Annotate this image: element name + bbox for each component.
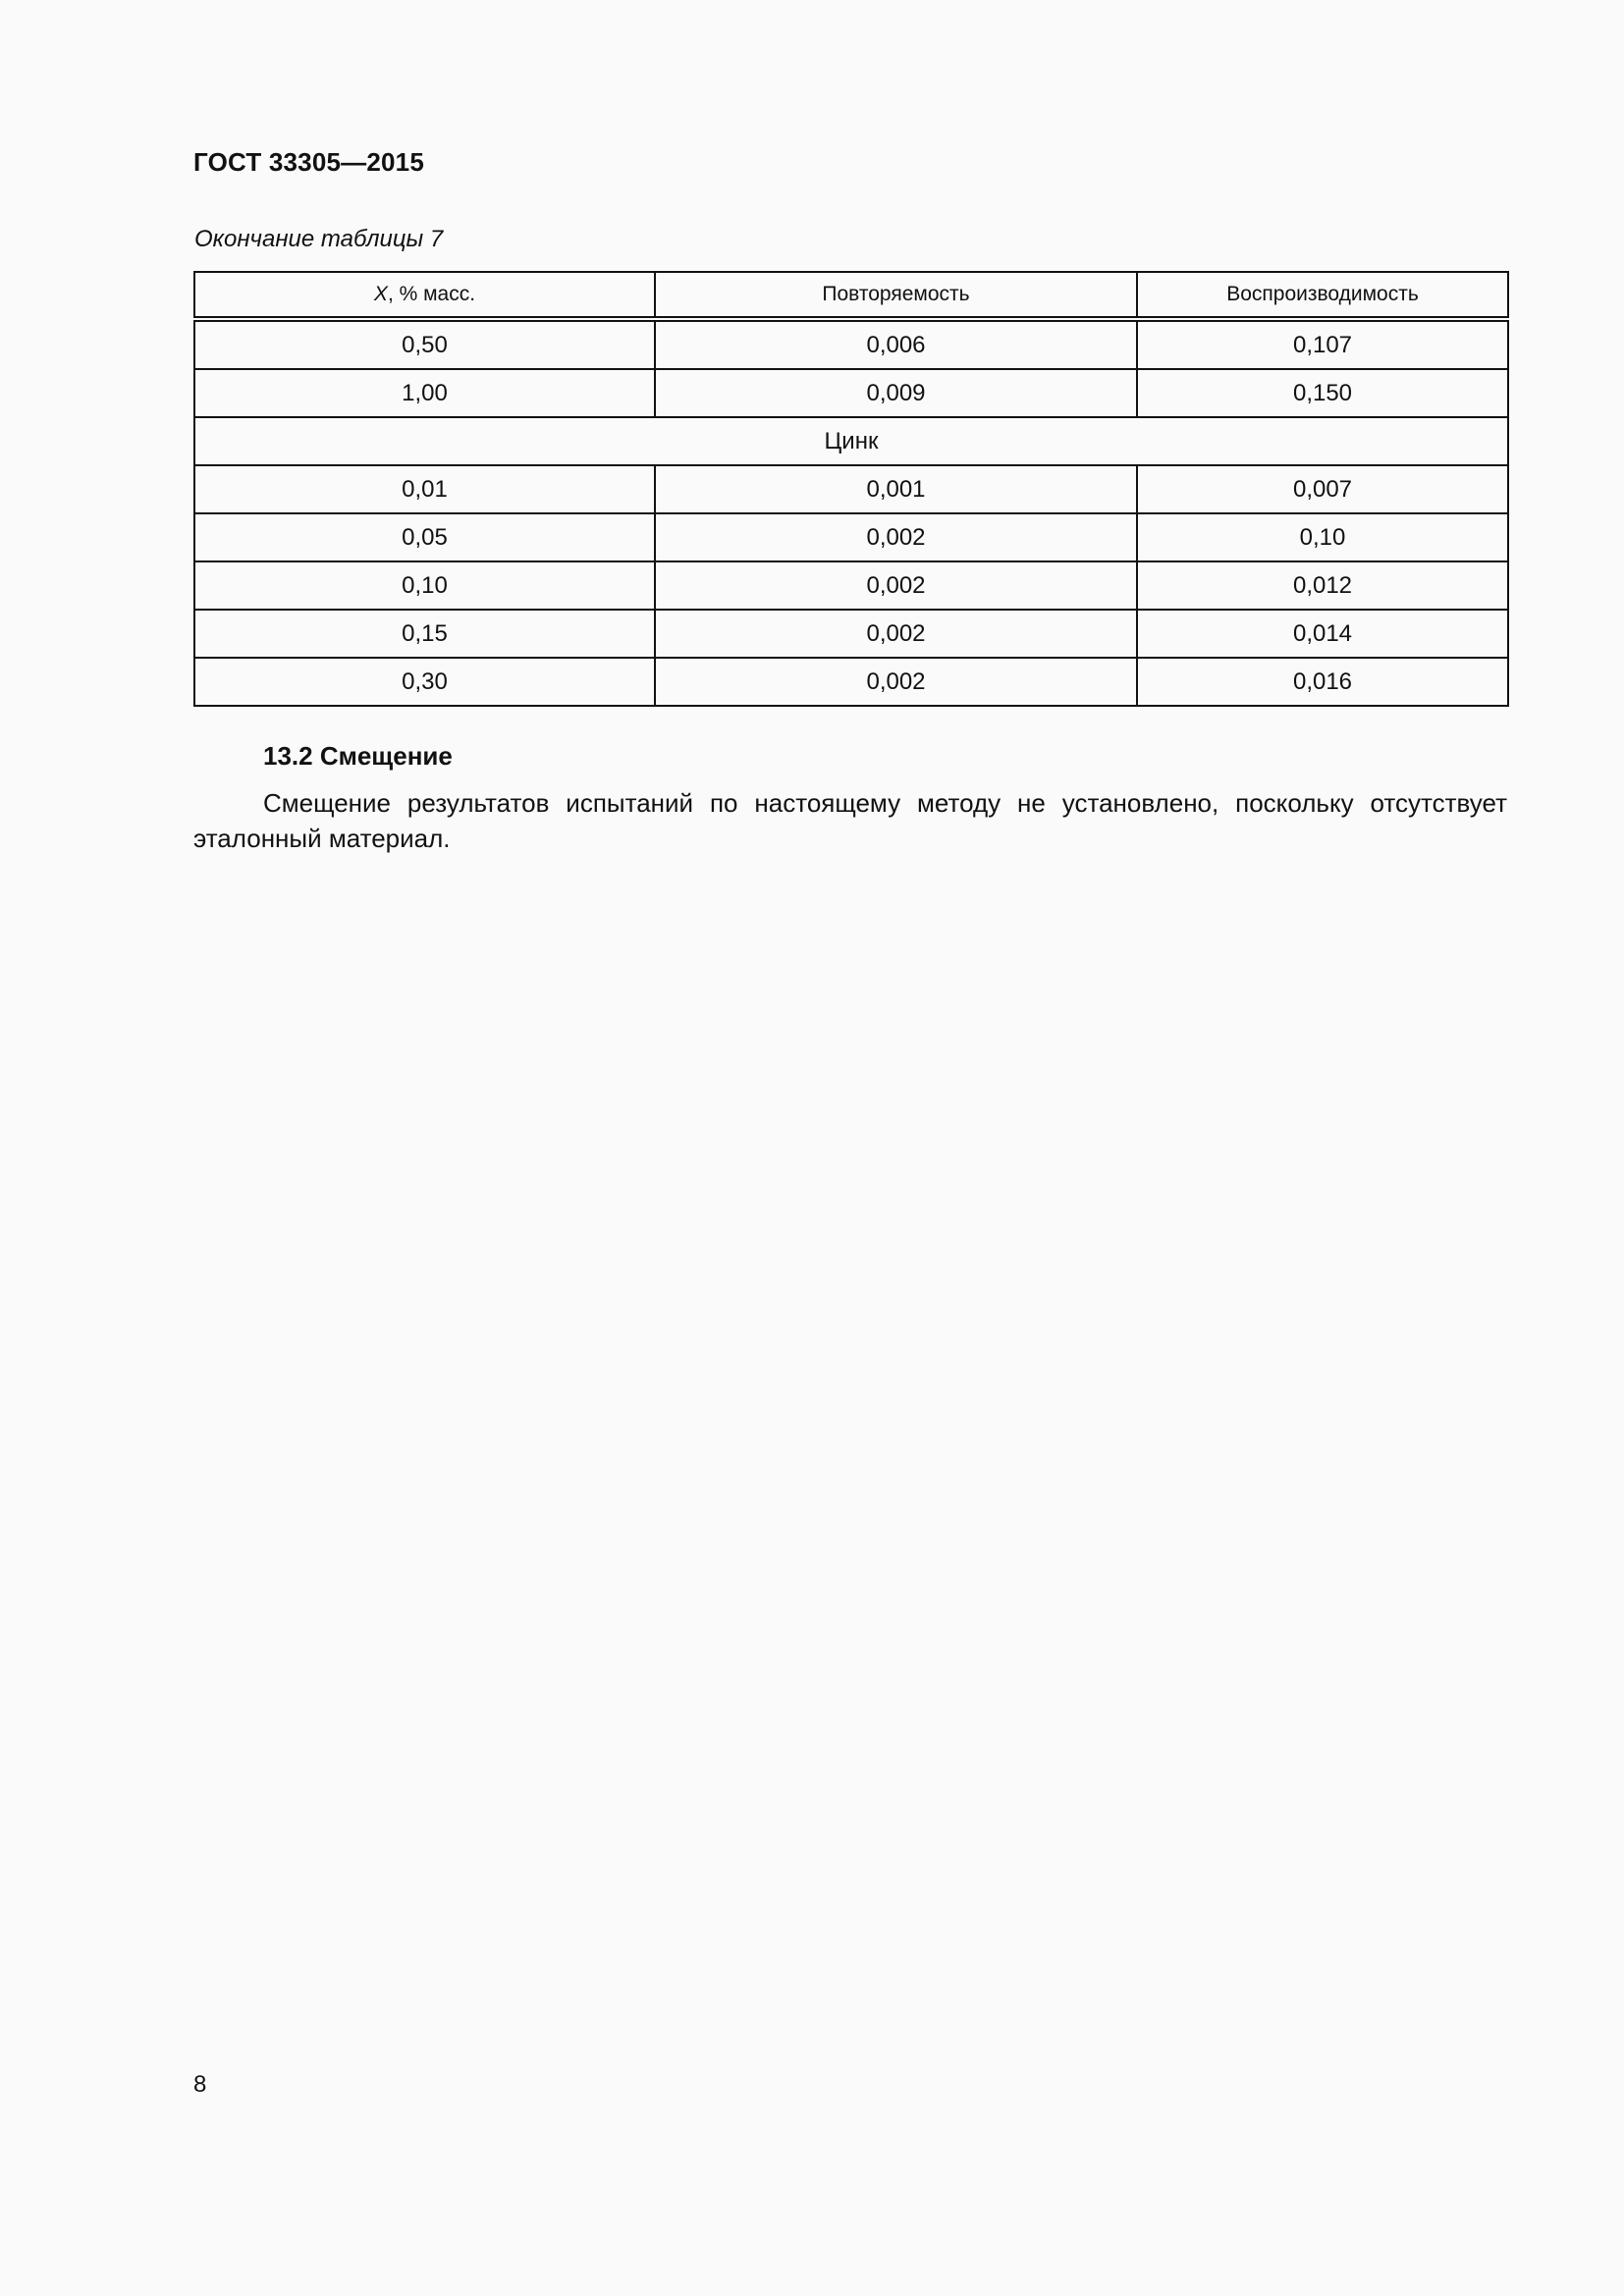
table-row — [194, 513, 1508, 561]
document-header: ГОСТ 33305—2015 — [193, 147, 424, 177]
page-number: 8 — [193, 2071, 207, 2098]
cell-reproducibility: 0,150 — [1137, 369, 1508, 417]
cell-concentration: 0,15 — [194, 610, 655, 658]
table-row — [194, 369, 1508, 417]
table-row — [194, 319, 1508, 369]
cell-repeatability: 0,002 — [655, 513, 1137, 561]
cell-concentration: 0,10 — [194, 561, 655, 610]
header-concentration-variable: X — [373, 283, 388, 305]
section-heading: 13.2 Смещение — [263, 741, 453, 771]
table-row — [194, 465, 1508, 513]
header-concentration — [194, 272, 655, 319]
cell-concentration: 0,50 — [194, 319, 655, 369]
table-header-row — [194, 272, 1508, 319]
cell-repeatability: 0,009 — [655, 369, 1137, 417]
cell-repeatability: 0,006 — [655, 319, 1137, 369]
header-concentration-unit: , % масс. — [387, 283, 476, 305]
header-repeatability: Повторяемость — [655, 272, 1137, 319]
cell-reproducibility: 0,014 — [1137, 610, 1508, 658]
table-group-row — [194, 417, 1508, 465]
precision-table — [193, 271, 1509, 707]
cell-reproducibility: 0,016 — [1137, 658, 1508, 706]
table-row — [194, 561, 1508, 610]
table-row — [194, 658, 1508, 706]
cell-repeatability: 0,001 — [655, 465, 1137, 513]
cell-repeatability: 0,002 — [655, 561, 1137, 610]
cell-concentration: 0,05 — [194, 513, 655, 561]
cell-concentration: 0,30 — [194, 658, 655, 706]
header-reproducibility: Воспроизводимость — [1137, 272, 1508, 319]
cell-reproducibility: 0,007 — [1137, 465, 1508, 513]
section-paragraph: Смещение результатов испытаний по настоящему методу не установлено, поскольку отсутствует эталонный материал. — [193, 788, 1507, 853]
cell-repeatability: 0,002 — [655, 610, 1137, 658]
cell-repeatability: 0,002 — [655, 658, 1137, 706]
table-row — [194, 610, 1508, 658]
cell-concentration: 0,01 — [194, 465, 655, 513]
cell-reproducibility: 0,107 — [1137, 319, 1508, 369]
cell-concentration: 1,00 — [194, 369, 655, 417]
table-caption: Окончание таблицы 7 — [194, 226, 444, 252]
group-label-zinc: Цинк — [194, 417, 1508, 465]
cell-reproducibility: 0,012 — [1137, 561, 1508, 610]
cell-reproducibility: 0,10 — [1137, 513, 1508, 561]
